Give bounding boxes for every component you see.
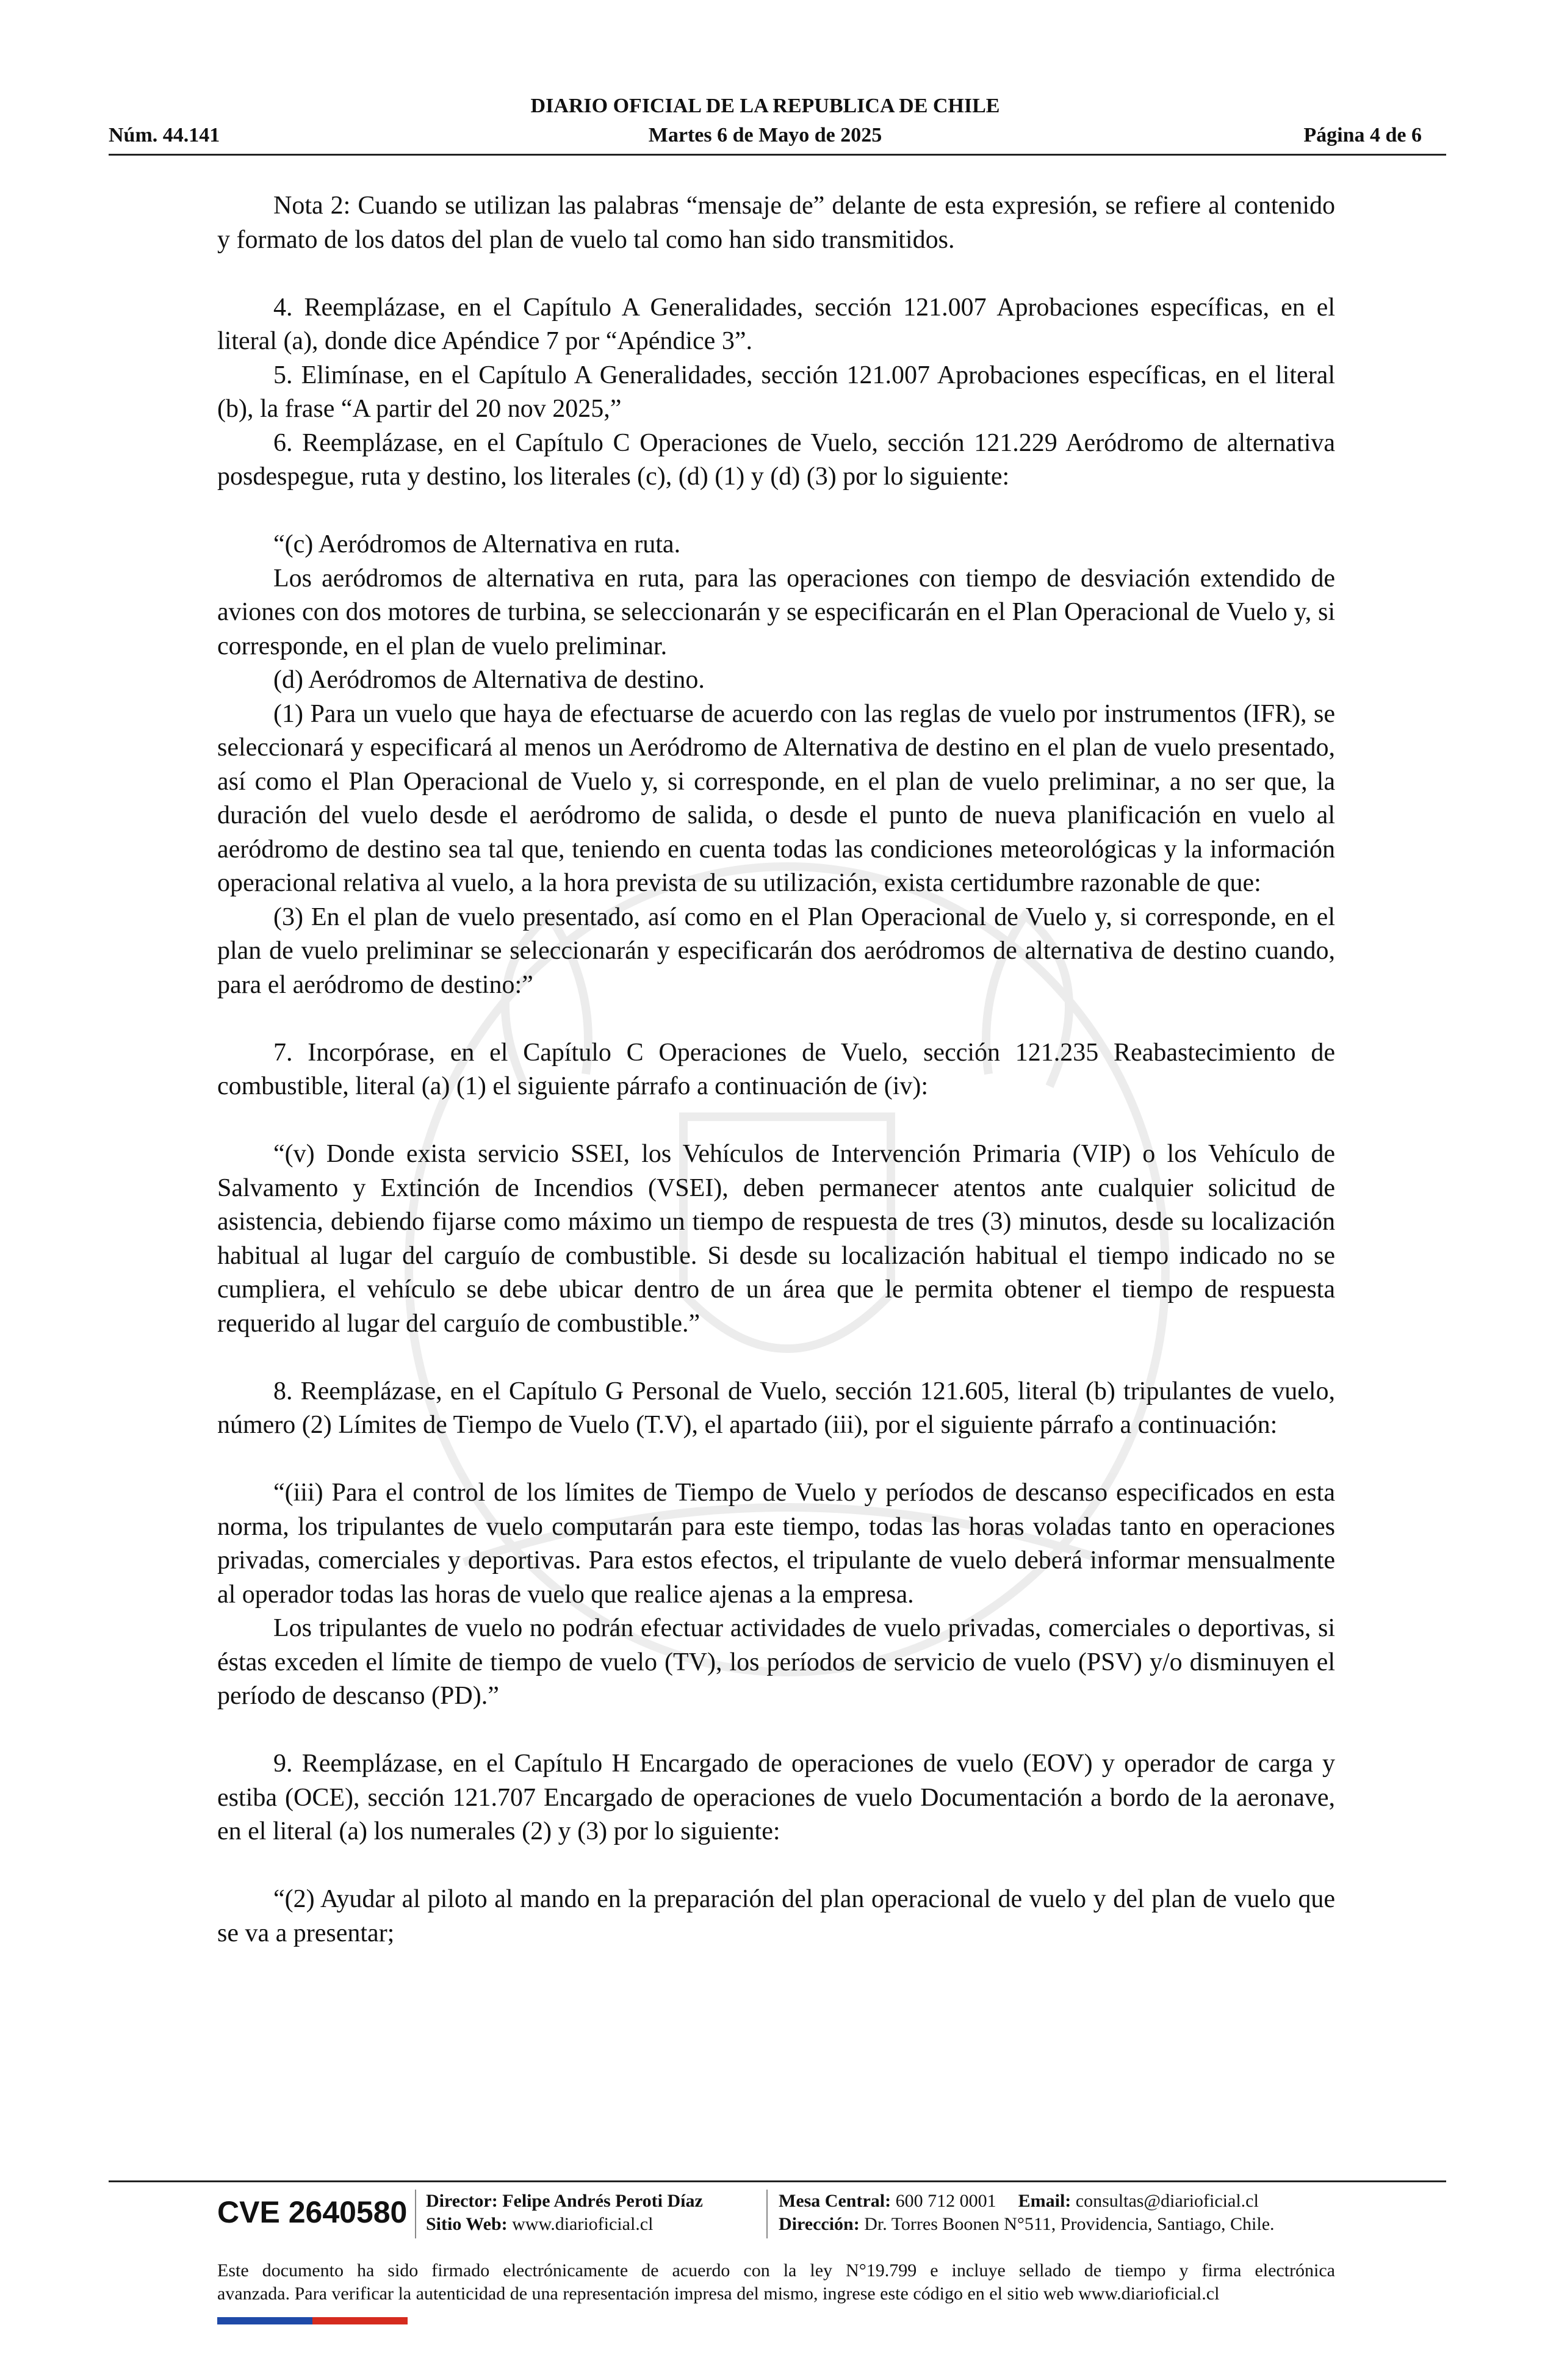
notice-line: avanzada. Para verificar la autenticidad de una representación impresa del mismo, ingrese este código en el sitio web www.diarioficial.cl <box>217 2284 1220 2304</box>
paragraph: Los tripulantes de vuelo no podrán efectuar actividades de vuelo privadas, comerciales o deportivas, si éstas exceden el límite de tiempo de vuelo (TV), los períodos de servicio de vuelo (PSV) y/o disminuyen el período de descanso (PD).” <box>217 1614 1335 1710</box>
paragraph: “(v) Donde exista servicio SSEI, los Vehículos de Intervención Primaria (VIP) o los Vehículo de Salvamento y Extinción de Incendios (VSEI), deben permanecer atentos ante cualquier solicitud de asistencia, debiendo fijarse como máximo un tiempo de respuesta de tres (3) minutos, desde su localización habitual al lugar del carguío de combustible. Si desde su localización habitual el tiempo indicado no se cumpliera, el vehículo se debe ubicar dentro de un área que le permita obtener el tiempo de respuesta requerido al lugar del carguío de combustible.” <box>217 1140 1335 1338</box>
paragraph: Los aeródromos de alternativa en ruta, para las operaciones con tiempo de desviación extendido de aviones con dos motores de turbina, se seleccionarán y se especificarán en el Plan Operacional de Vuelo y, si corresponde, en el plan de vuelo preliminar. <box>217 564 1335 660</box>
paragraph: Nota 2: Cuando se utilizan las palabras “mensaje de” delante de esta expresión, se refiere al contenido y formato de los datos del plan de vuelo tal como han sido transmitidos. <box>217 192 1335 254</box>
footer-separator <box>766 2190 768 2238</box>
footer-contact-column <box>779 2190 1275 2236</box>
paragraph: “(iii) Para el control de los límites de Tiempo de Vuelo y períodos de descanso especificados en esta norma, los tripulantes de vuelo computarán para este tiempo, todas las horas voladas tanto en operaciones privadas, comerciales y deportivas. Para estos efectos, el tripulante de vuelo deberá informar mensualmente al operador todas las horas de vuelo que realice ajenas a la empresa. <box>217 1479 1335 1609</box>
paragraph: “(c) Aeródromos de Alternativa en ruta. <box>273 530 681 558</box>
phone-number: 600 712 0001 <box>895 2191 996 2211</box>
page-header <box>109 95 1422 159</box>
director-label: Director: <box>426 2191 498 2211</box>
issue-number: Núm. 44.141 <box>109 124 220 146</box>
email-link[interactable]: consultas@diarioficial.cl <box>1075 2191 1259 2211</box>
paragraph: (d) Aeródromos de Alternativa de destino. <box>273 666 705 694</box>
document-body <box>217 189 1335 1950</box>
issue-date: Martes 6 de Mayo de 2025 <box>648 124 882 146</box>
email-label: Email: <box>1018 2191 1072 2211</box>
paragraph: 4. Reemplázase, en el Capítulo A Generalidades, sección 121.007 Aprobaciones específicas, en el literal (a), donde dice Apéndice 7 por “Apéndice 3”. <box>217 293 1335 355</box>
website-link[interactable]: www.diarioficial.cl <box>512 2214 654 2234</box>
address-value: Dr. Torres Boonen N°511, Providencia, Santiago, Chile. <box>864 2214 1275 2234</box>
footer-separator <box>415 2190 416 2238</box>
footer-divider <box>109 2180 1446 2182</box>
flag-stripe <box>217 2317 408 2324</box>
header-divider <box>109 154 1446 156</box>
flag-blue-segment <box>217 2317 312 2324</box>
paragraph: 6. Reemplázase, en el Capítulo C Operaciones de Vuelo, sección 121.229 Aeródromo de alternativa posdespegue, ruta y destino, los literales (c), (d) (1) y (d) (3) por lo siguiente: <box>217 428 1335 491</box>
paragraph: (3) En el plan de vuelo presentado, así como en el Plan Operacional de Vuelo y, si corresponde, en el plan de vuelo preliminar se seleccionarán y especificarán dos aeródromos de alternativa de destino cuando, para el aeródromo de destino:” <box>217 903 1335 999</box>
notice-line: Este documento ha sido firmado electrónicamente de acuerdo con la ley N°19.799 e incluye sellado de tiempo y firma electrónica <box>217 2260 1335 2281</box>
page-footer <box>217 2190 1335 2245</box>
paragraph: 5. Elimínase, en el Capítulo A Generalidades, sección 121.007 Aprobaciones específicas, en el literal (b), la frase “A partir del 20 nov 2025,” <box>217 361 1335 423</box>
paragraph: 9. Reemplázase, en el Capítulo H Encargado de operaciones de vuelo (EOV) y operador de carga y estiba (OCE), sección 121.707 Encargado de operaciones de vuelo Documentación a bordo de la aeronave, en el literal (a) los numerales (2) y (3) por lo siguiente: <box>217 1750 1335 1845</box>
paragraph: 7. Incorpórase, en el Capítulo C Operaciones de Vuelo, sección 121.235 Reabastecimiento de combustible, literal (a) (1) el siguiente párrafo a continuación de (iv): <box>217 1038 1335 1100</box>
website-label: Sitio Web: <box>426 2214 508 2234</box>
signature-notice <box>217 2259 1335 2306</box>
paragraph: “(2) Ayudar al piloto al mando en la preparación del plan operacional de vuelo y del plan de vuelo que se va a presentar; <box>217 1885 1335 1947</box>
phone-label: Mesa Central: <box>779 2191 891 2211</box>
cve-code: CVE 2640580 <box>217 2195 408 2229</box>
paragraph: 8. Reemplázase, en el Capítulo G Personal de Vuelo, sección 121.605, literal (b) tripulantes de vuelo, número (2) Límites de Tiempo de Vuelo (T.V), el apartado (iii), por el siguiente párrafo a continuación: <box>217 1377 1335 1439</box>
publication-title: DIARIO OFICIAL DE LA REPUBLICA DE CHILE <box>530 95 1000 117</box>
flag-red-segment <box>312 2317 408 2324</box>
address-label: Dirección: <box>779 2214 860 2234</box>
footer-director-column <box>426 2190 703 2236</box>
director-name: Felipe Andrés Peroti Díaz <box>502 2191 703 2211</box>
paragraph: (1) Para un vuelo que haya de efectuarse de acuerdo con las reglas de vuelo por instrumentos (IFR), se seleccionará y especificará al menos un Aeródromo de Alternativa de destino en el plan de vuelo presentado, así como el Plan Operacional de Vuelo y, si corresponde, en el plan de vuelo preliminar, a no ser que, la duración del vuelo desde el aeródromo de salida, o desde el punto de nueva planificación en vuelo al aeródromo de destino sea tal que, teniendo en cuenta todas las condiciones meteorológicas y la información operacional relativa al vuelo, a la hora prevista de su utilización, exista certidumbre razonable de que: <box>217 699 1335 897</box>
page-number: Página 4 de 6 <box>1303 124 1422 146</box>
